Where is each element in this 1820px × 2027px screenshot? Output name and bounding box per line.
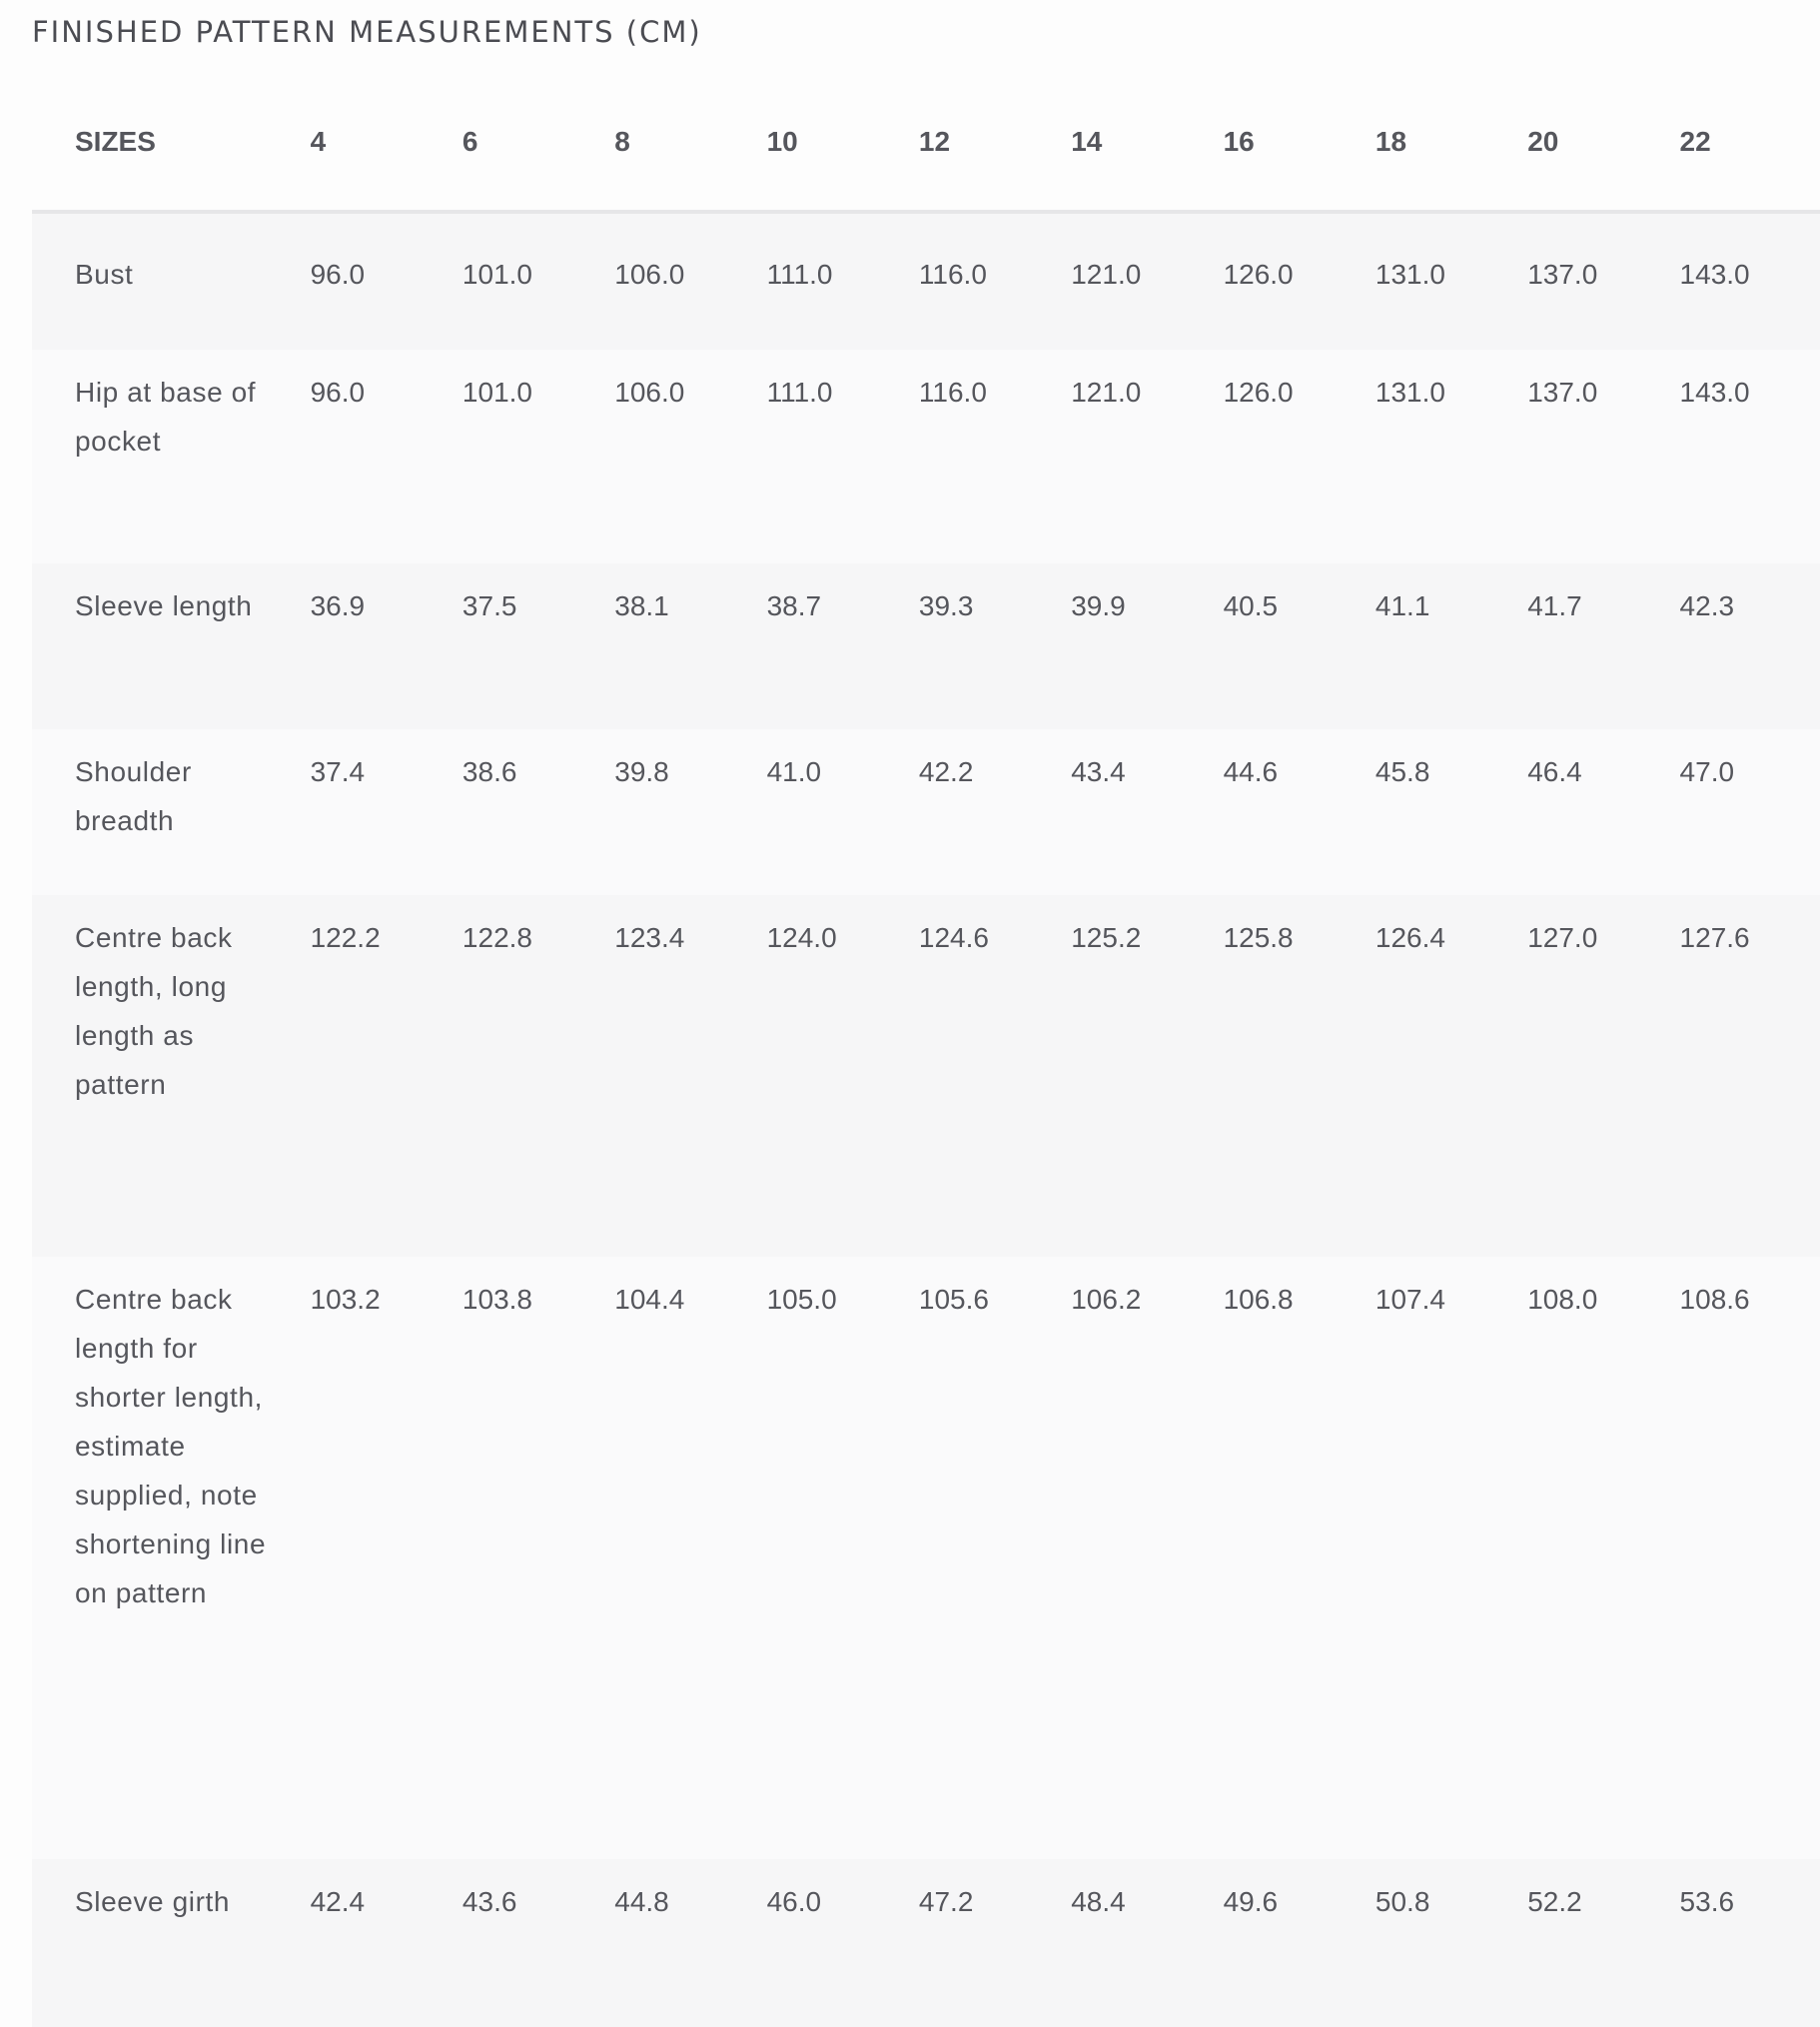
table-row bbox=[32, 563, 1820, 729]
table-cell: 39.3 bbox=[907, 563, 1059, 729]
size-header: 18 bbox=[1364, 74, 1515, 212]
table-cell: 42.4 bbox=[299, 1859, 451, 2027]
table-cell: 45.8 bbox=[1364, 729, 1515, 895]
table-cell: 38.6 bbox=[451, 729, 602, 895]
table-cell: 106.0 bbox=[602, 212, 754, 350]
table-cell: 105.6 bbox=[907, 1257, 1059, 1859]
size-header: 4 bbox=[299, 74, 451, 212]
measurements-table-container bbox=[32, 74, 1820, 2027]
table-row bbox=[32, 895, 1820, 1257]
table-row bbox=[32, 1859, 1820, 2027]
table-cell: 137.0 bbox=[1515, 350, 1667, 563]
table-cell: 101.0 bbox=[451, 350, 602, 563]
table-cell: 41.7 bbox=[1515, 563, 1667, 729]
table-cell: 111.0 bbox=[755, 212, 907, 350]
table-cell: 105.0 bbox=[755, 1257, 907, 1859]
table-cell: 143.0 bbox=[1668, 350, 1820, 563]
table-cell: 121.0 bbox=[1059, 350, 1211, 563]
table-cell: 106.2 bbox=[1059, 1257, 1211, 1859]
table-cell: 121.0 bbox=[1059, 212, 1211, 350]
size-header: 6 bbox=[451, 74, 602, 212]
table-cell: 49.6 bbox=[1212, 1859, 1364, 2027]
table-cell: 126.4 bbox=[1364, 895, 1515, 1257]
table-cell: 125.2 bbox=[1059, 895, 1211, 1257]
row-label: Centre back length, long length as pattern bbox=[32, 895, 299, 1257]
table-row bbox=[32, 1257, 1820, 1859]
table-cell: 52.2 bbox=[1515, 1859, 1667, 2027]
table-cell: 124.0 bbox=[755, 895, 907, 1257]
table-cell: 123.4 bbox=[602, 895, 754, 1257]
row-label: Sleeve length bbox=[32, 563, 299, 729]
table-cell: 44.6 bbox=[1212, 729, 1364, 895]
table-body bbox=[32, 212, 1820, 2027]
table-cell: 126.0 bbox=[1212, 212, 1364, 350]
table-cell: 124.6 bbox=[907, 895, 1059, 1257]
table-cell: 53.6 bbox=[1668, 1859, 1820, 2027]
table-cell: 46.4 bbox=[1515, 729, 1667, 895]
sizes-header: SIZES bbox=[32, 74, 299, 212]
table-cell: 122.8 bbox=[451, 895, 602, 1257]
table-cell: 107.4 bbox=[1364, 1257, 1515, 1859]
table-cell: 126.0 bbox=[1212, 350, 1364, 563]
table-cell: 108.0 bbox=[1515, 1257, 1667, 1859]
row-label: Bust bbox=[32, 212, 299, 350]
row-label: Hip at base of pocket bbox=[32, 350, 299, 563]
table-cell: 50.8 bbox=[1364, 1859, 1515, 2027]
size-header: 14 bbox=[1059, 74, 1211, 212]
table-cell: 96.0 bbox=[299, 212, 451, 350]
table-cell: 47.0 bbox=[1668, 729, 1820, 895]
size-header: 20 bbox=[1515, 74, 1667, 212]
size-header: 22 bbox=[1668, 74, 1820, 212]
table-cell: 46.0 bbox=[755, 1859, 907, 2027]
row-label: Sleeve girth bbox=[32, 1859, 299, 2027]
table-cell: 127.0 bbox=[1515, 895, 1667, 1257]
table-cell: 43.6 bbox=[451, 1859, 602, 2027]
table-cell: 37.5 bbox=[451, 563, 602, 729]
table-cell: 40.5 bbox=[1212, 563, 1364, 729]
table-cell: 122.2 bbox=[299, 895, 451, 1257]
table-cell: 125.8 bbox=[1212, 895, 1364, 1257]
row-label: Centre back length for shorter length, estimate supplied, note shortening line on pattern bbox=[32, 1257, 299, 1859]
size-header: 10 bbox=[755, 74, 907, 212]
table-cell: 39.8 bbox=[602, 729, 754, 895]
table-cell: 127.6 bbox=[1668, 895, 1820, 1257]
table-cell: 41.0 bbox=[755, 729, 907, 895]
size-header: 16 bbox=[1212, 74, 1364, 212]
table-cell: 43.4 bbox=[1059, 729, 1211, 895]
table-cell: 111.0 bbox=[755, 350, 907, 563]
table-cell: 104.4 bbox=[602, 1257, 754, 1859]
table-row bbox=[32, 212, 1820, 350]
row-label: Shoulder breadth bbox=[32, 729, 299, 895]
table-cell: 103.2 bbox=[299, 1257, 451, 1859]
table-cell: 106.0 bbox=[602, 350, 754, 563]
table-cell: 37.4 bbox=[299, 729, 451, 895]
table-header bbox=[32, 74, 1820, 212]
table-cell: 36.9 bbox=[299, 563, 451, 729]
table-cell: 131.0 bbox=[1364, 212, 1515, 350]
table-cell: 38.1 bbox=[602, 563, 754, 729]
table-cell: 42.2 bbox=[907, 729, 1059, 895]
table-cell: 48.4 bbox=[1059, 1859, 1211, 2027]
size-header: 8 bbox=[602, 74, 754, 212]
table-cell: 116.0 bbox=[907, 212, 1059, 350]
table-cell: 41.1 bbox=[1364, 563, 1515, 729]
table-cell: 131.0 bbox=[1364, 350, 1515, 563]
table-cell: 143.0 bbox=[1668, 212, 1820, 350]
table-cell: 39.9 bbox=[1059, 563, 1211, 729]
size-header: 12 bbox=[907, 74, 1059, 212]
table-row bbox=[32, 350, 1820, 563]
table-cell: 116.0 bbox=[907, 350, 1059, 563]
table-cell: 101.0 bbox=[451, 212, 602, 350]
table-cell: 108.6 bbox=[1668, 1257, 1820, 1859]
page-title: FINISHED PATTERN MEASUREMENTS (CM) bbox=[32, 15, 702, 49]
table-cell: 38.7 bbox=[755, 563, 907, 729]
table-cell: 137.0 bbox=[1515, 212, 1667, 350]
table-row bbox=[32, 729, 1820, 895]
table-cell: 103.8 bbox=[451, 1257, 602, 1859]
table-cell: 42.3 bbox=[1668, 563, 1820, 729]
table-cell: 47.2 bbox=[907, 1859, 1059, 2027]
table-cell: 96.0 bbox=[299, 350, 451, 563]
table-cell: 44.8 bbox=[602, 1859, 754, 2027]
table-cell: 106.8 bbox=[1212, 1257, 1364, 1859]
measurements-table bbox=[32, 74, 1820, 2027]
header-row bbox=[32, 74, 1820, 212]
